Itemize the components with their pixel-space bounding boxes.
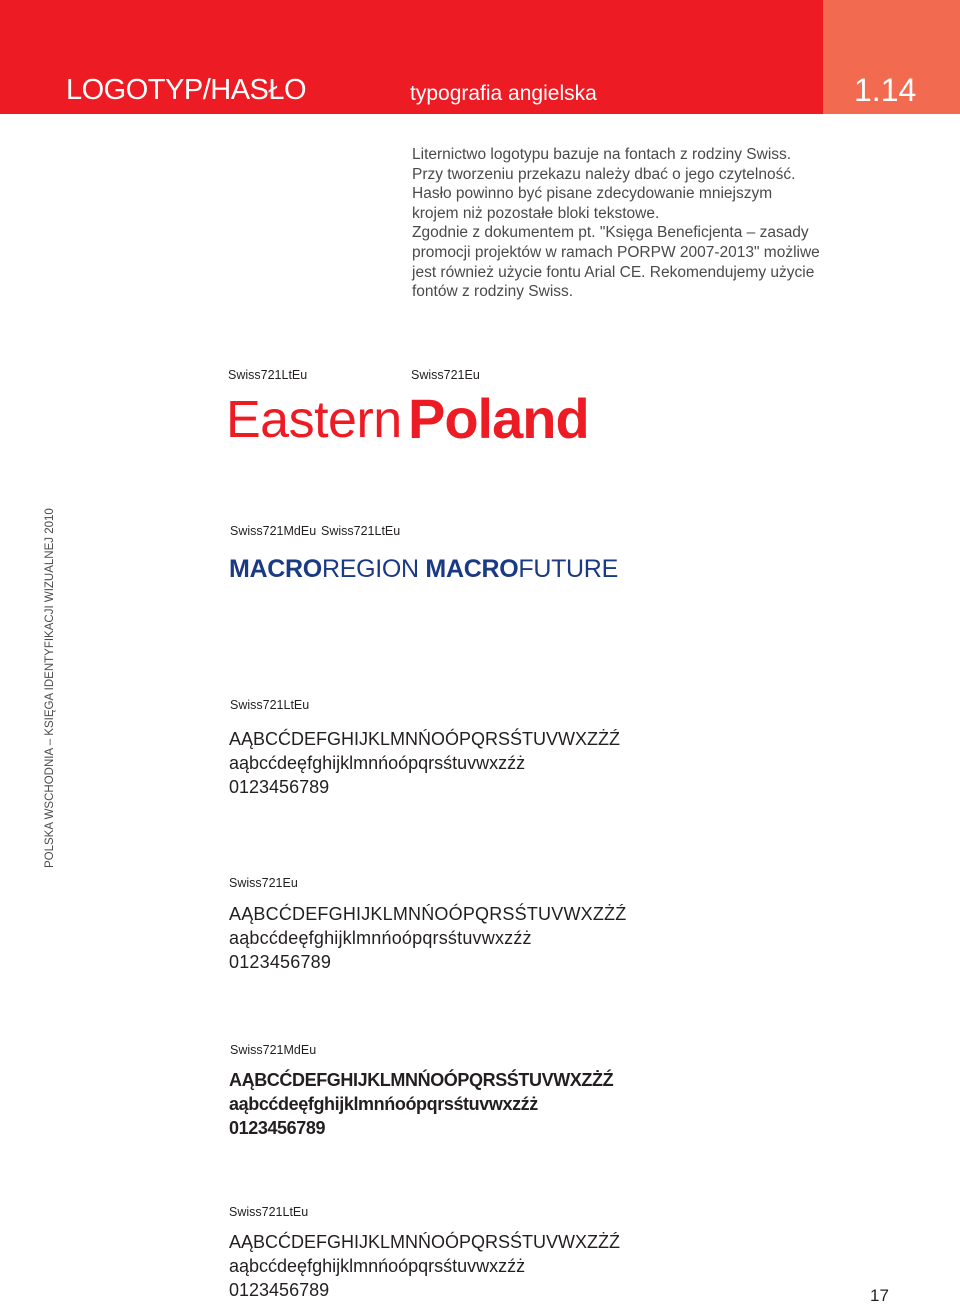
logo-font-regular-label: Swiss721Eu	[411, 368, 480, 382]
slogan-font-medium-label: Swiss721MdEu	[230, 524, 317, 538]
specimen-font-label: Swiss721MdEu	[230, 1043, 317, 1057]
intro-paragraph-2: Zgodnie z dokumentem pt. "Księga Beneficjenta – zasady promocji projektów w ramach PORPW 2007-2013" możliwe jest również użycie fontu Arial CE. Rekomendujemy użycie fontów z rodziny Swiss.	[412, 224, 820, 301]
header-bar	[0, 0, 960, 114]
specimen-font-label: Swiss721Eu	[229, 876, 298, 890]
specimen-font-label: Swiss721LtEu	[230, 698, 310, 712]
specimen-font-label: Swiss721LtEu	[229, 1205, 309, 1219]
font-specimen: AĄBCĆDEFGHIJKLMNŃOÓPQRSŚTUVWXZŻŹ aąbcćdeęfghijklmnńoópqrsśtuvwxzźż 0123456789	[229, 729, 621, 797]
logo-font-light-label: Swiss721LtEu	[228, 368, 308, 382]
logo-word-eastern: Eastern	[226, 391, 402, 449]
page-subtitle: typografia angielska	[410, 82, 597, 105]
slogan-font-light-label: Swiss721LtEu	[321, 524, 401, 538]
page-title: LOGOTYP/HASŁO	[66, 74, 307, 106]
slogan-text: MACROREGION MACROFUTURE	[229, 555, 618, 583]
font-specimen: AĄBCĆDEFGHIJKLMNŃOÓPQRSŚTUVWXZŻŹ aąbcćdeęfghijklmnńoópqrsśtuvwxzźż 0123456789	[229, 1232, 621, 1300]
font-specimen: AĄBCĆDEFGHIJKLMNŃOÓPQRSŚTUVWXZŻŹ aąbcćdeęfghijklmnńoópqrsśtuvwxzźż 0123456789	[229, 1070, 614, 1138]
intro-paragraph-1: Liternictwo logotypu bazuje na fontach z rodziny Swiss. Przy tworzeniu przekazu należy dbać o jego czytelność. Hasło powinno być pisane zdecydowanie mniejszym krojem niż pozostałe bloki tekstowe.	[412, 146, 796, 222]
sidebar-vertical-text: POLSKA WSCHODNIA – KSIĘGA IDENTYFIKACJI WIZUALNEJ 2010	[44, 508, 56, 868]
page-number: 17	[870, 1286, 889, 1305]
section-number: 1.14	[854, 72, 917, 108]
intro-text	[412, 145, 852, 302]
logo-word-poland: Poland	[408, 387, 589, 450]
font-specimen: AĄBCĆDEFGHIJKLMNŃOÓPQRSŚTUVWXZŻŹ aąbcćdeęfghijklmnńoópqrsśtuvwxzźż 0123456789	[229, 904, 627, 972]
